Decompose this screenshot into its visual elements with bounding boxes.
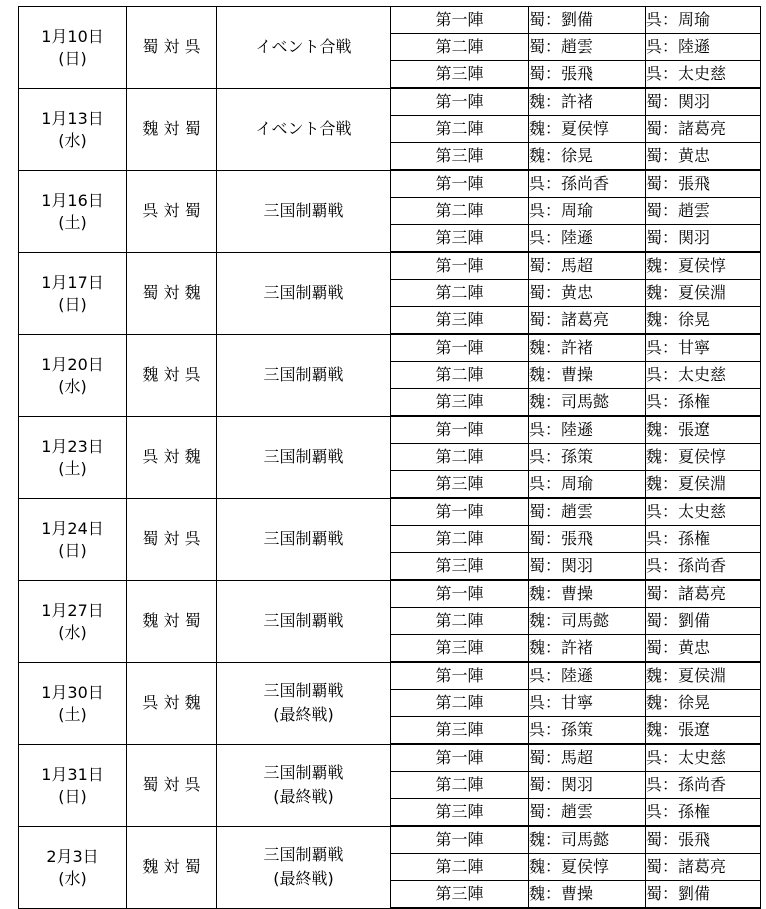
battle-type-cell xyxy=(217,334,391,416)
wave-label: 第二陣 xyxy=(391,772,529,799)
match-cell: 呉 対 蜀 xyxy=(127,170,217,252)
wave-label: 第二陣 xyxy=(391,608,529,635)
event-date: 2月3日 xyxy=(46,847,99,866)
wave-label: 第三陣 xyxy=(391,799,529,827)
wave-label: 第一陣 xyxy=(391,498,529,526)
general-b: 魏：徐晃 xyxy=(646,307,761,335)
general-a: 蜀：張飛 xyxy=(529,526,646,553)
wave-label: 第一陣 xyxy=(391,7,529,34)
general-b: 呉：周瑜 xyxy=(646,7,761,34)
general-a: 魏：夏侯惇 xyxy=(529,116,646,143)
wave-label: 第一陣 xyxy=(391,580,529,608)
match-cell: 魏 対 蜀 xyxy=(127,88,217,170)
general-b: 魏：夏侯淵 xyxy=(646,471,761,499)
general-b: 呉：孫権 xyxy=(646,389,761,417)
battle-row xyxy=(19,88,761,116)
battle-row xyxy=(19,498,761,526)
general-b: 呉：孫尚香 xyxy=(646,772,761,799)
general-a: 魏：曹操 xyxy=(529,362,646,389)
event-date: 1月23日 xyxy=(41,437,104,456)
battle-type-line: 三国制覇戦 xyxy=(263,681,344,700)
wave-label: 第二陣 xyxy=(391,362,529,389)
event-weekday: (土) xyxy=(58,213,87,232)
battle-type-line: (最終戦) xyxy=(273,705,334,724)
general-a: 蜀：馬超 xyxy=(529,252,646,280)
general-a: 魏：許褚 xyxy=(529,88,646,116)
event-date: 1月16日 xyxy=(41,191,104,210)
battle-type-line: 三国制覇戦 xyxy=(263,763,344,782)
match-cell: 魏 対 蜀 xyxy=(127,826,217,908)
general-b: 蜀：劉備 xyxy=(646,881,761,909)
general-b: 魏：張遼 xyxy=(646,416,761,444)
wave-label: 第二陣 xyxy=(391,526,529,553)
wave-label: 第二陣 xyxy=(391,34,529,61)
wave-label: 第一陣 xyxy=(391,416,529,444)
match-cell: 魏 対 蜀 xyxy=(127,580,217,662)
schedule-table xyxy=(18,6,761,909)
general-b: 魏：張遼 xyxy=(646,717,761,745)
general-a: 魏：徐晃 xyxy=(529,143,646,171)
general-b: 蜀：関羽 xyxy=(646,88,761,116)
general-a: 蜀：関羽 xyxy=(529,772,646,799)
battle-type-line: イベント合戦 xyxy=(255,37,352,57)
event-date: 1月27日 xyxy=(41,601,104,620)
general-a: 蜀：劉備 xyxy=(529,7,646,34)
wave-label: 第三陣 xyxy=(391,225,529,253)
general-b: 呉：太史慈 xyxy=(646,744,761,772)
date-cell xyxy=(19,170,127,252)
general-b: 呉：孫尚香 xyxy=(646,553,761,581)
general-b: 蜀：趙雲 xyxy=(646,198,761,225)
general-a: 魏：司馬懿 xyxy=(529,608,646,635)
wave-label: 第一陣 xyxy=(391,662,529,690)
event-weekday: (水) xyxy=(58,377,87,396)
battle-type-line: 三国制覇戦 xyxy=(263,845,344,864)
general-a: 蜀：諸葛亮 xyxy=(529,307,646,335)
event-weekday: (日) xyxy=(58,49,87,69)
battle-type-cell xyxy=(217,744,391,826)
wave-label: 第一陣 xyxy=(391,170,529,198)
event-weekday: (土) xyxy=(58,459,87,478)
battle-row xyxy=(19,7,761,34)
general-b: 魏：徐晃 xyxy=(646,690,761,717)
battle-type-cell xyxy=(217,252,391,334)
general-b: 呉：太史慈 xyxy=(646,61,761,89)
match-cell: 蜀 対 呉 xyxy=(127,744,217,826)
general-a: 蜀：趙雲 xyxy=(529,34,646,61)
general-a: 蜀：馬超 xyxy=(529,744,646,772)
wave-label: 第二陣 xyxy=(391,280,529,307)
general-a: 魏：夏侯惇 xyxy=(529,854,646,881)
date-cell xyxy=(19,498,127,580)
event-weekday: (日) xyxy=(58,541,87,560)
schedule-body xyxy=(19,7,761,909)
general-a: 呉：陸遜 xyxy=(529,416,646,444)
battle-row xyxy=(19,826,761,854)
general-a: 魏：曹操 xyxy=(529,580,646,608)
wave-label: 第一陣 xyxy=(391,334,529,362)
general-b: 蜀：黄忠 xyxy=(646,635,761,663)
date-cell xyxy=(19,252,127,334)
general-b: 蜀：関羽 xyxy=(646,225,761,253)
wave-label: 第三陣 xyxy=(391,61,529,89)
date-cell xyxy=(19,334,127,416)
event-weekday: (日) xyxy=(58,787,87,806)
general-b: 呉：太史慈 xyxy=(646,498,761,526)
battle-row xyxy=(19,580,761,608)
battle-type-line: 三国制覇戦 xyxy=(263,283,344,302)
event-date: 1月31日 xyxy=(41,765,104,784)
general-b: 蜀：張飛 xyxy=(646,826,761,854)
general-a: 呉：周瑜 xyxy=(529,198,646,225)
general-b: 蜀：諸葛亮 xyxy=(646,116,761,143)
general-a: 呉：孫尚香 xyxy=(529,170,646,198)
general-a: 蜀：黄忠 xyxy=(529,280,646,307)
general-b: 蜀：劉備 xyxy=(646,608,761,635)
battle-type-cell xyxy=(217,580,391,662)
general-b: 蜀：張飛 xyxy=(646,170,761,198)
wave-label: 第三陣 xyxy=(391,635,529,663)
wave-label: 第三陣 xyxy=(391,717,529,745)
date-cell xyxy=(19,416,127,498)
general-a: 呉：孫策 xyxy=(529,717,646,745)
general-b: 蜀：諸葛亮 xyxy=(646,580,761,608)
wave-label: 第三陣 xyxy=(391,471,529,499)
wave-label: 第一陣 xyxy=(391,252,529,280)
general-b: 魏：夏侯淵 xyxy=(646,662,761,690)
wave-label: 第二陣 xyxy=(391,198,529,225)
general-a: 呉：孫策 xyxy=(529,444,646,471)
event-weekday: (土) xyxy=(58,705,87,724)
general-b: 呉：陸遜 xyxy=(646,34,761,61)
general-b: 魏：夏侯惇 xyxy=(646,444,761,471)
wave-label: 第三陣 xyxy=(391,881,529,909)
match-cell: 蜀 対 呉 xyxy=(127,498,217,580)
event-date: 1月20日 xyxy=(41,355,104,374)
battle-type-cell xyxy=(217,416,391,498)
battle-row xyxy=(19,744,761,772)
event-weekday: (水) xyxy=(58,869,87,888)
general-a: 魏：許褚 xyxy=(529,334,646,362)
general-b: 呉：甘寧 xyxy=(646,334,761,362)
match-cell: 呉 対 魏 xyxy=(127,416,217,498)
wave-label: 第二陣 xyxy=(391,444,529,471)
battle-row xyxy=(19,170,761,198)
battle-type-cell xyxy=(217,826,391,908)
wave-label: 第一陣 xyxy=(391,88,529,116)
wave-label: 第三陣 xyxy=(391,307,529,335)
battle-type-line: 三国制覇戦 xyxy=(263,529,344,548)
general-a: 魏：曹操 xyxy=(529,881,646,909)
battle-type-cell xyxy=(217,170,391,252)
general-a: 呉：陸遜 xyxy=(529,225,646,253)
wave-label: 第一陣 xyxy=(391,826,529,854)
general-a: 呉：甘寧 xyxy=(529,690,646,717)
general-b: 魏：夏侯淵 xyxy=(646,280,761,307)
general-a: 蜀：趙雲 xyxy=(529,498,646,526)
general-a: 魏：司馬懿 xyxy=(529,826,646,854)
battle-type-cell xyxy=(217,662,391,744)
match-cell: 呉 対 魏 xyxy=(127,662,217,744)
battle-type-cell xyxy=(217,88,391,170)
wave-label: 第二陣 xyxy=(391,690,529,717)
battle-type-cell xyxy=(217,7,391,89)
event-date: 1月24日 xyxy=(41,519,104,538)
general-a: 呉：陸遜 xyxy=(529,662,646,690)
date-cell xyxy=(19,826,127,908)
general-b: 魏：夏侯惇 xyxy=(646,252,761,280)
wave-label: 第二陣 xyxy=(391,854,529,881)
date-cell xyxy=(19,744,127,826)
event-date: 1月17日 xyxy=(41,273,104,292)
wave-label: 第三陣 xyxy=(391,389,529,417)
wave-label: 第三陣 xyxy=(391,143,529,171)
general-b: 蜀：諸葛亮 xyxy=(646,854,761,881)
battle-type-line: 三国制覇戦 xyxy=(263,447,344,466)
battle-type-line: 三国制覇戦 xyxy=(263,365,344,384)
event-weekday: (日) xyxy=(58,295,87,314)
battle-type-line: イベント合戦 xyxy=(255,119,352,138)
battle-type-line: 三国制覇戦 xyxy=(263,201,344,220)
general-b: 呉：太史慈 xyxy=(646,362,761,389)
battle-type-line: (最終戦) xyxy=(273,869,334,888)
match-cell: 蜀 対 魏 xyxy=(127,252,217,334)
event-date: 1月13日 xyxy=(41,109,104,128)
general-b: 呉：孫権 xyxy=(646,799,761,827)
general-a: 蜀：張飛 xyxy=(529,61,646,89)
wave-label: 第三陣 xyxy=(391,553,529,581)
date-cell xyxy=(19,580,127,662)
match-cell: 魏 対 呉 xyxy=(127,334,217,416)
match-cell: 蜀 対 呉 xyxy=(127,7,217,89)
battle-type-cell xyxy=(217,498,391,580)
general-a: 呉：周瑜 xyxy=(529,471,646,499)
event-weekday: (水) xyxy=(58,131,87,150)
date-cell xyxy=(19,7,127,89)
battle-type-line: (最終戦) xyxy=(273,787,334,806)
wave-label: 第二陣 xyxy=(391,116,529,143)
wave-label: 第一陣 xyxy=(391,744,529,772)
event-weekday: (水) xyxy=(58,623,87,642)
general-a: 魏：司馬懿 xyxy=(529,389,646,417)
battle-row xyxy=(19,416,761,444)
battle-row xyxy=(19,252,761,280)
general-a: 蜀：関羽 xyxy=(529,553,646,581)
general-b: 呉：孫権 xyxy=(646,526,761,553)
battle-type-line: 三国制覇戦 xyxy=(263,611,344,630)
event-date: 1月30日 xyxy=(41,683,104,702)
battle-row xyxy=(19,334,761,362)
event-date: 1月10日 xyxy=(41,27,104,47)
date-cell xyxy=(19,662,127,744)
general-a: 魏：許褚 xyxy=(529,635,646,663)
general-b: 蜀：黄忠 xyxy=(646,143,761,171)
battle-row xyxy=(19,662,761,690)
general-a: 蜀：趙雲 xyxy=(529,799,646,827)
date-cell xyxy=(19,88,127,170)
